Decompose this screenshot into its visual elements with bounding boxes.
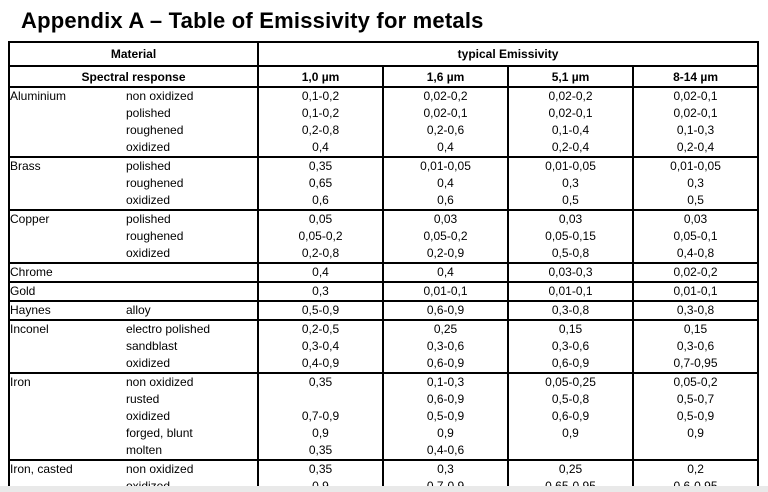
emissivity-value-cell: 0,5-0,9 [383,408,508,425]
condition-cell: polished [126,210,258,228]
emissivity-value-cell: 0,02-0,1 [383,105,508,122]
wavelength-header-5-1um: 5,1 µm [508,66,633,87]
material-cell: Iron [9,373,126,391]
material-cell [9,245,126,263]
emissivity-value-cell: 0,3-0,6 [633,338,758,355]
emissivity-value-cell: 0,35 [258,157,383,175]
emissivity-value-cell: 0,1-0,4 [508,122,633,139]
emissivity-value-cell: 0,4 [258,139,383,157]
emissivity-value-cell: 0,01-0,05 [508,157,633,175]
emissivity-value-cell: 0,05-0,25 [508,373,633,391]
emissivity-value-cell: 0,2-0,8 [258,245,383,263]
emissivity-value-cell: 0,35 [258,460,383,478]
material-cell [9,139,126,157]
table-header-row-2 [9,66,758,87]
emissivity-value-cell [633,442,758,460]
material-cell: Copper [9,210,126,228]
table-row [9,175,758,192]
emissivity-table [8,41,759,492]
condition-cell: polished [126,106,171,120]
emissivity-value-cell: 0,1-0,3 [383,373,508,391]
emissivity-value-cell: 0,2-0,5 [258,320,383,338]
condition-cell: sandblast [126,339,178,353]
condition-cell: alloy [126,301,258,320]
page-edge [0,486,768,492]
material-cell: Gold [9,282,126,301]
table-row [9,338,758,355]
emissivity-value-cell: 0,4 [258,263,383,282]
table-row [9,245,758,263]
emissivity-value-cell: 0,7-0,9 [258,408,383,425]
material-cell: Brass [9,157,126,175]
emissivity-value-cell: 0,03 [633,210,758,228]
table-row [9,301,758,320]
table-row [9,442,758,460]
material-cell [9,338,126,355]
emissivity-value-cell: 0,2-0,9 [383,245,508,263]
emissivity-value-cell: 0,05-0,1 [633,228,758,245]
emissivity-value-cell: 0,3 [258,282,383,301]
condition-cell [126,263,258,282]
material-cell: Haynes [9,301,126,320]
table-row [9,122,758,139]
emissivity-value-cell: 0,5-0,8 [508,391,633,408]
emissivity-value-cell: 0,3 [383,460,508,478]
material-cell: Aluminium [9,87,126,105]
condition-cell [126,282,258,301]
emissivity-value-cell: 0,01-0,1 [508,282,633,301]
material-cell [9,391,126,408]
emissivity-value-cell: 0,05 [258,210,383,228]
table-row [9,425,758,442]
condition-cell: oxidized [126,409,171,423]
emissivity-value-cell: 0,6-0,9 [383,391,508,408]
emissivity-value-cell: 0,05-0,2 [258,228,383,245]
emissivity-value-cell: 0,5-0,9 [633,408,758,425]
table-header [9,42,758,87]
emissivity-value-cell: 0,15 [508,320,633,338]
emissivity-value-cell: 0,35 [258,442,383,460]
emissivity-value-cell: 0,2-0,4 [633,139,758,157]
material-column-header: Material [9,42,258,66]
emissivity-value-cell: 0,2-0,4 [508,139,633,157]
emissivity-value-cell: 0,9 [383,425,508,442]
emissivity-value-cell: 0,1-0,2 [258,87,383,105]
emissivity-value-cell: 0,03 [508,210,633,228]
table-row [9,263,758,282]
material-cell [9,105,126,122]
emissivity-value-cell: 0,9 [508,425,633,442]
emissivity-value-cell: 0,7-0,95 [633,355,758,373]
emissivity-value-cell: 0,4-0,8 [633,245,758,263]
table-row [9,157,758,175]
emissivity-value-cell: 0,6-0,9 [508,355,633,373]
condition-cell: roughened [126,176,184,190]
emissivity-value-cell: 0,03 [383,210,508,228]
table-row [9,139,758,157]
emissivity-value-cell: 0,3-0,6 [383,338,508,355]
typical-emissivity-header: typical Emissivity [258,42,758,66]
emissivity-value-cell: 0,01-0,1 [633,282,758,301]
emissivity-value-cell: 0,03-0,3 [508,263,633,282]
emissivity-value-cell: 0,4 [383,139,508,157]
condition-cell: polished [126,157,258,175]
table-row [9,210,758,228]
condition-cell: forged, blunt [126,426,193,440]
emissivity-value-cell: 0,2-0,6 [383,122,508,139]
condition-cell: electro polished [126,320,258,338]
emissivity-value-cell: 0,1-0,2 [258,105,383,122]
material-cell [9,442,126,460]
emissivity-value-cell: 0,05-0,15 [508,228,633,245]
emissivity-value-cell: 0,05-0,2 [633,373,758,391]
emissivity-value-cell [258,391,383,408]
material-cell [9,122,126,139]
material-cell: Chrome [9,263,126,282]
emissivity-value-cell: 0,01-0,1 [383,282,508,301]
emissivity-value-cell: 0,1-0,3 [633,122,758,139]
emissivity-value-cell: 0,6-0,9 [383,355,508,373]
condition-cell: non oxidized [126,460,258,478]
emissivity-value-cell [508,442,633,460]
material-cell [9,228,126,245]
emissivity-value-cell: 0,02-0,2 [508,87,633,105]
emissivity-value-cell: 0,3-0,4 [258,338,383,355]
spectral-response-header: Spectral response [9,66,258,87]
emissivity-value-cell: 0,2 [633,460,758,478]
emissivity-value-cell: 0,02-0,1 [633,105,758,122]
condition-cell: oxidized [126,356,171,370]
emissivity-value-cell: 0,3-0,8 [633,301,758,320]
emissivity-value-cell: 0,02-0,1 [508,105,633,122]
table-row [9,460,758,478]
table-header-row-1 [9,42,758,66]
table-row [9,408,758,425]
material-cell [9,425,126,442]
wavelength-header-1-0um: 1,0 µm [258,66,383,87]
material-cell: Iron, casted [9,460,126,478]
emissivity-value-cell: 0,35 [258,373,383,391]
material-cell [9,175,126,192]
emissivity-value-cell: 0,3 [633,175,758,192]
emissivity-value-cell: 0,65 [258,175,383,192]
table-row [9,87,758,105]
emissivity-value-cell: 0,02-0,2 [633,263,758,282]
emissivity-value-cell: 0,9 [258,425,383,442]
emissivity-value-cell: 0,6 [383,192,508,210]
condition-cell: oxidized [126,140,171,154]
condition-cell: non oxidized [126,87,258,105]
material-cell: Inconel [9,320,126,338]
emissivity-value-cell: 0,25 [508,460,633,478]
emissivity-value-cell: 0,2-0,8 [258,122,383,139]
emissivity-value-cell: 0,9 [633,425,758,442]
page-title: Appendix A – Table of Emissivity for metals [21,8,484,33]
emissivity-value-cell: 0,5 [508,192,633,210]
emissivity-value-cell: 0,4 [383,175,508,192]
emissivity-value-cell: 0,5 [633,192,758,210]
emissivity-value-cell: 0,02-0,2 [383,87,508,105]
condition-cell: non oxidized [126,373,258,391]
condition-cell: roughened [126,229,184,243]
material-cell [9,355,126,373]
table-row [9,320,758,338]
material-cell [9,408,126,425]
emissivity-value-cell: 0,5-0,7 [633,391,758,408]
condition-cell: molten [126,443,163,457]
table-row [9,105,758,122]
table-row [9,228,758,245]
emissivity-value-cell: 0,15 [633,320,758,338]
emissivity-value-cell: 0,3-0,6 [508,338,633,355]
table-row [9,355,758,373]
emissivity-value-cell: 0,01-0,05 [383,157,508,175]
emissivity-value-cell: 0,6 [258,192,383,210]
table-row [9,282,758,301]
condition-cell: oxidized [126,193,171,207]
table-row [9,373,758,391]
emissivity-value-cell: 0,6-0,9 [383,301,508,320]
emissivity-value-cell: 0,6-0,9 [508,408,633,425]
wavelength-header-1-6um: 1,6 µm [383,66,508,87]
material-cell [9,192,126,210]
condition-cell: roughened [126,123,184,137]
emissivity-value-cell: 0,3-0,8 [508,301,633,320]
emissivity-value-cell: 0,02-0,1 [633,87,758,105]
table-body [9,87,758,492]
table-row [9,391,758,408]
emissivity-value-cell: 0,5-0,8 [508,245,633,263]
emissivity-value-cell: 0,4-0,9 [258,355,383,373]
emissivity-value-cell: 0,05-0,2 [383,228,508,245]
emissivity-value-cell: 0,4-0,6 [383,442,508,460]
condition-cell: rusted [126,392,160,406]
emissivity-value-cell: 0,3 [508,175,633,192]
emissivity-value-cell: 0,01-0,05 [633,157,758,175]
emissivity-value-cell: 0,25 [383,320,508,338]
table-row [9,192,758,210]
emissivity-value-cell: 0,5-0,9 [258,301,383,320]
wavelength-header-8-14um: 8-14 µm [633,66,758,87]
emissivity-value-cell: 0,4 [383,263,508,282]
condition-cell: oxidized [126,246,171,260]
